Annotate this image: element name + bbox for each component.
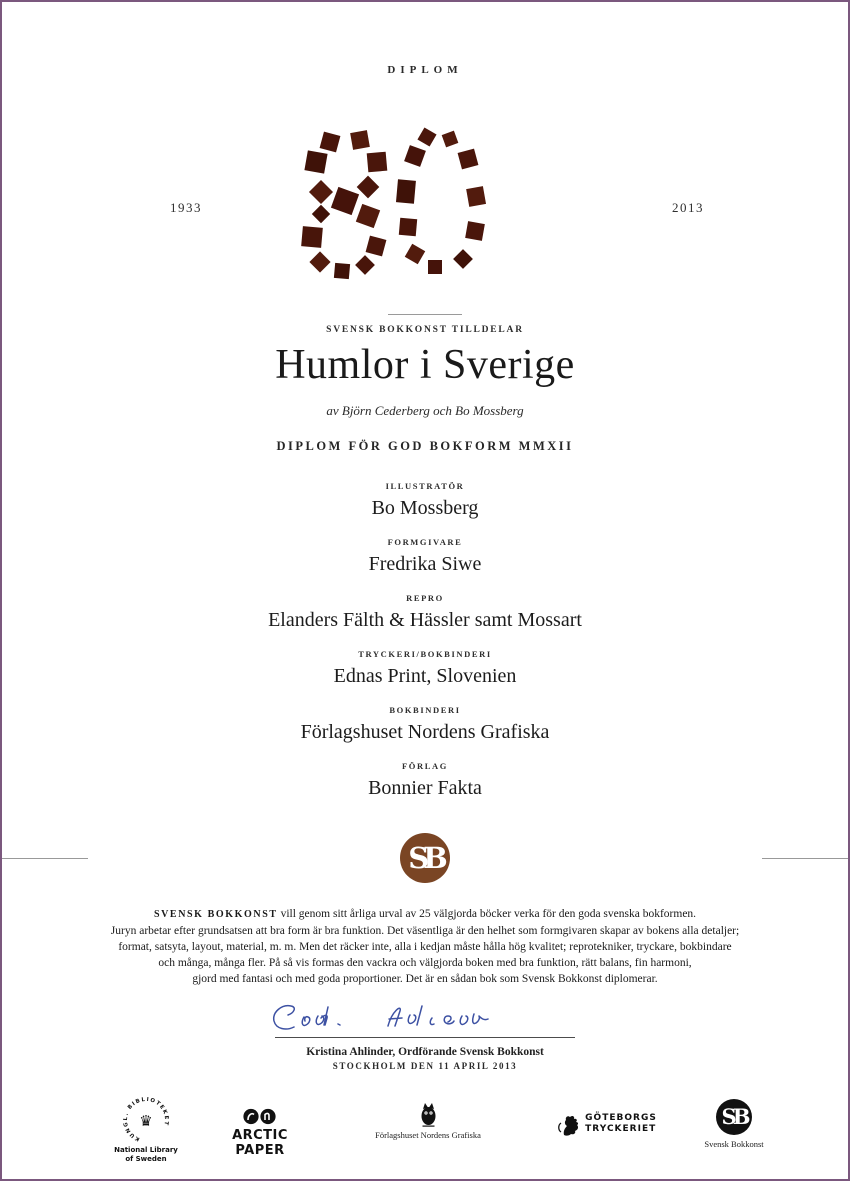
kb-caption-line2: of Sweden	[125, 1154, 167, 1163]
gbg-label-line2: TRYCKERIET	[585, 1124, 657, 1134]
owl-icon	[419, 1102, 438, 1127]
credit-publisher	[2, 760, 848, 802]
credit-label: ILLUSTRATÖR	[385, 481, 465, 491]
statement-line: format, satsyta, layout, material, m. m. Men det räcker inte, alla i kedjan måste hålla hög kvalitet; reprotekniker, tryckare, bokbindare	[118, 941, 732, 953]
fng-label: Förlagshuset Nordens Grafiska	[375, 1130, 481, 1140]
logo-forlagshuset-nordens-grafiska	[368, 1102, 488, 1140]
credit-label: FORMGIVARE	[387, 537, 463, 547]
statement-line: Juryn arbetar efter grundsatsen att bra form är bra funktion. Det väsentliga är den helhet som formgivaren skapar av bokens alla detaljer;	[110, 925, 740, 937]
signature-line	[275, 1037, 575, 1038]
gbg-label-line1: GÖTEBORGS	[585, 1113, 657, 1123]
svg-text:SB: SB	[408, 841, 442, 875]
credit-label: TRYCKERI/BOKBINDERI	[358, 649, 492, 659]
svensk-bokkonst-black-seal-icon	[715, 1098, 753, 1136]
logo-svensk-bokkonst	[688, 1098, 780, 1149]
credit-name: Fredrika Siwe	[368, 553, 482, 575]
credit-bookbinder	[2, 704, 848, 746]
anniversary-start-year: 1933	[170, 200, 202, 215]
book-title: Humlor i Sverige	[275, 342, 575, 388]
seal-right-line	[762, 858, 848, 859]
credit-name: Ednas Print, Slovenien	[333, 665, 517, 687]
credit-name: Bonnier Fakta	[368, 777, 482, 799]
credit-name: Elanders Fälth & Hässler samt Mossart	[268, 609, 582, 631]
credits-list	[2, 480, 848, 802]
seal-row	[2, 832, 848, 884]
sbk-label: Svensk Bokkonst	[704, 1139, 764, 1149]
credit-name: Bo Mossberg	[371, 497, 479, 519]
credit-repro	[2, 592, 848, 634]
credit-label: REPRO	[406, 593, 444, 603]
anniversary-emblem	[2, 116, 848, 288]
credit-illustrator	[2, 480, 848, 522]
arctic-paper-bear-icon	[241, 1108, 279, 1125]
logo-goteborgs-tryckeriet	[550, 1112, 665, 1136]
svg-text:KUNGL. BIBLIOTEKET: KUNGL. BIBLIOTEKET	[122, 1096, 170, 1142]
signatory-name: Kristina Ahlinder, Ordförande Svensk Bokkonst	[306, 1046, 544, 1058]
statement-line: SVENSK BOKKONST vill genom sitt årliga urval av 25 välgjorda böcker verka för den goda svenska bokformen.	[153, 908, 697, 920]
credit-designer	[2, 536, 848, 578]
signature-block	[2, 997, 848, 1038]
statement-lead: SVENSK BOKKONST	[153, 909, 278, 920]
lion-icon	[558, 1112, 580, 1136]
credit-printer	[2, 648, 848, 690]
statement-paragraph	[2, 906, 848, 987]
kb-ring-crown-icon	[122, 1096, 170, 1144]
credit-label: FÖRLAG	[402, 761, 448, 771]
seal-left-line	[2, 858, 88, 859]
presenter-line: SVENSK BOKKONST TILLDELAR	[326, 325, 524, 335]
svensk-bokkonst-seal-icon	[399, 832, 451, 884]
anniversary-80-confetti-graphic	[298, 122, 493, 286]
logo-arctic-paper	[205, 1108, 315, 1158]
divider-rule	[388, 314, 462, 315]
logo-kungliga-biblioteket	[98, 1096, 194, 1163]
credit-name: Förlagshuset Nordens Grafiska	[300, 721, 550, 743]
statement-line: gjord med fantasi och med goda proportioner. Det är en sådan bok som Svensk Bokkonst diplomerar.	[192, 973, 658, 985]
arctic-paper-label: ARCTIC PAPER	[232, 1128, 288, 1158]
anniversary-end-year: 2013	[672, 200, 704, 215]
statement-line: och många, många fler. På så vis formas den vackra och välgjorda boken med bra funktion, rätt balans, fin harmoni,	[158, 957, 692, 969]
document-kind-label: DIPLOM	[387, 64, 463, 76]
crown-icon: ♛	[139, 1114, 153, 1130]
award-line: DIPLOM FÖR GOD BOKFORM MMXII	[276, 439, 574, 453]
svg-text:SB: SB	[721, 1104, 747, 1129]
kb-caption-line1: National Library	[114, 1146, 178, 1154]
book-byline: av Björn Cederberg och Bo Mossberg	[326, 403, 524, 418]
place-and-date: STOCKHOLM DEN 11 APRIL 2013	[332, 1061, 518, 1071]
handwritten-signature	[260, 997, 590, 1037]
credit-label: BOKBINDERI	[389, 705, 461, 715]
